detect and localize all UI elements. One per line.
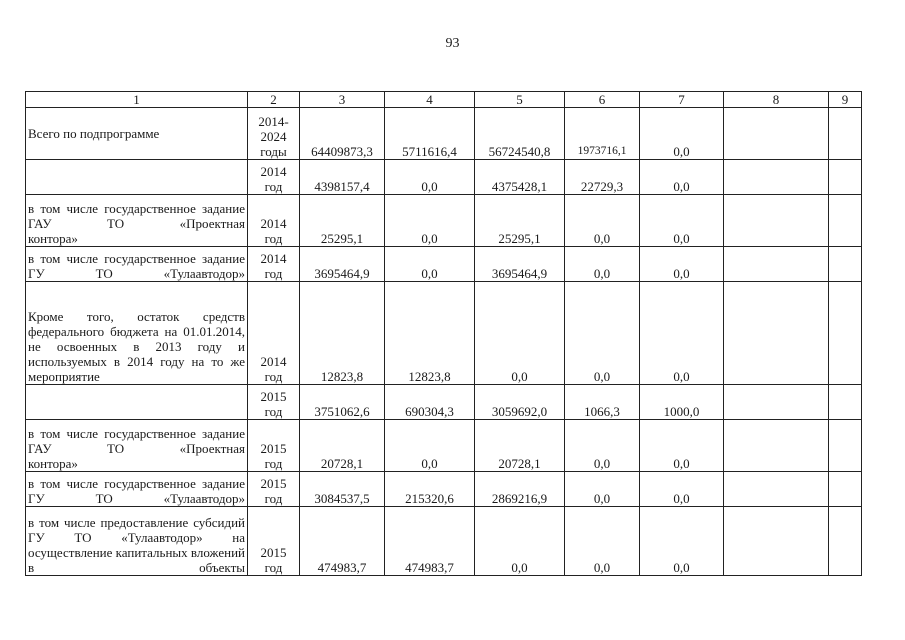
year-line: 2014 — [260, 216, 287, 231]
table-row — [26, 195, 862, 247]
cell-col3: 64409873,3 — [300, 108, 385, 160]
cell-col5: 0,0 — [475, 507, 565, 576]
cell-col9 — [829, 160, 862, 195]
cell-col7: 0,0 — [640, 420, 724, 472]
cell-col7: 0,0 — [640, 282, 724, 385]
table-row — [26, 507, 862, 576]
row-year — [248, 385, 300, 420]
row-year — [248, 472, 300, 507]
year-line: 2014- — [258, 114, 289, 129]
cell-col5: 0,0 — [475, 282, 565, 385]
cell-col6: 1973716,1 — [565, 108, 640, 160]
cell-col5: 4375428,1 — [475, 160, 565, 195]
description-text: в том числе предоставление субсидий ГУ ТО «Тулаавтодор» на осуществление капитальных вложений в объекты — [28, 515, 245, 575]
cell-col5: 3059692,0 — [475, 385, 565, 420]
year-line: год — [264, 266, 283, 281]
cell-col6: 1066,3 — [565, 385, 640, 420]
year-line: год — [264, 560, 283, 575]
cell-col3: 474983,7 — [300, 507, 385, 576]
table-row — [26, 282, 862, 385]
cell-col8 — [724, 195, 829, 247]
row-description — [26, 160, 248, 195]
description-last-line: контора» — [28, 456, 78, 471]
description-text: в том числе государственное задание ГУ ТО «Тулаавтодор» — [28, 476, 245, 506]
cell-col9 — [829, 282, 862, 385]
cell-col9 — [829, 472, 862, 507]
cell-col9 — [829, 385, 862, 420]
year-line: 2014 — [260, 251, 287, 266]
description-last-line: мероприятие — [28, 369, 100, 384]
row-year — [248, 108, 300, 160]
cell-col5: 56724540,8 — [475, 108, 565, 160]
row-description — [26, 420, 248, 472]
cell-col8 — [724, 282, 829, 385]
year-line: 2015 — [260, 389, 287, 404]
description-last-line: контора» — [28, 231, 78, 246]
year-line: год — [264, 369, 283, 384]
header-row — [26, 92, 862, 108]
table-row — [26, 420, 862, 472]
cell-col5: 25295,1 — [475, 195, 565, 247]
table-row — [26, 160, 862, 195]
cell-col4: 0,0 — [385, 195, 475, 247]
cell-col9 — [829, 195, 862, 247]
row-year — [248, 160, 300, 195]
cell-col8 — [724, 160, 829, 195]
col-header: 7 — [640, 92, 724, 108]
cell-col4: 0,0 — [385, 420, 475, 472]
col-header: 2 — [248, 92, 300, 108]
cell-col4: 0,0 — [385, 247, 475, 282]
cell-col9 — [829, 507, 862, 576]
cell-col7: 1000,0 — [640, 385, 724, 420]
cell-col7: 0,0 — [640, 195, 724, 247]
page-number: 93 — [445, 36, 460, 51]
row-description — [26, 282, 248, 385]
cell-col5: 3695464,9 — [475, 247, 565, 282]
cell-col9 — [829, 247, 862, 282]
col-header: 8 — [724, 92, 829, 108]
cell-col3: 4398157,4 — [300, 160, 385, 195]
row-description — [26, 385, 248, 420]
cell-col6: 0,0 — [565, 420, 640, 472]
cell-col9 — [829, 108, 862, 160]
table-row — [26, 385, 862, 420]
col-header: 6 — [565, 92, 640, 108]
cell-col7: 0,0 — [640, 160, 724, 195]
cell-col4: 474983,7 — [385, 507, 475, 576]
year-line: 2014 — [260, 164, 287, 179]
row-description — [26, 195, 248, 247]
cell-col4: 690304,3 — [385, 385, 475, 420]
row-description: Всего по подпрограмме — [26, 108, 248, 160]
cell-col5: 2869216,9 — [475, 472, 565, 507]
col-header: 5 — [475, 92, 565, 108]
table-row — [26, 247, 862, 282]
description-text: Кроме того, остаток средств федерального бюджета на 01.01.2014, не освоенных в 2013 году и используемых в 2014 году на то же — [28, 309, 245, 369]
row-description — [26, 507, 248, 576]
cell-col8 — [724, 108, 829, 160]
table-row — [26, 108, 862, 160]
cell-col6: 0,0 — [565, 507, 640, 576]
cell-col4: 5711616,4 — [385, 108, 475, 160]
cell-col6: 0,0 — [565, 282, 640, 385]
cell-col4: 0,0 — [385, 160, 475, 195]
year-line: 2014 — [260, 354, 287, 369]
cell-col5: 20728,1 — [475, 420, 565, 472]
cell-col6: 22729,3 — [565, 160, 640, 195]
row-year — [248, 420, 300, 472]
year-line: год — [264, 231, 283, 246]
year-line: 2015 — [260, 545, 287, 560]
cell-col4: 12823,8 — [385, 282, 475, 385]
cell-col6: 0,0 — [565, 247, 640, 282]
cell-col3: 20728,1 — [300, 420, 385, 472]
year-line: год — [264, 404, 283, 419]
year-line: 2015 — [260, 476, 287, 491]
description-text: в том числе государственное задание ГУ ТО «Тулаавтодор» — [28, 251, 245, 281]
year-line: год — [264, 456, 283, 471]
col-header: 1 — [26, 92, 248, 108]
row-description — [26, 247, 248, 282]
cell-col6: 0,0 — [565, 195, 640, 247]
row-year — [248, 507, 300, 576]
cell-col8 — [724, 420, 829, 472]
description-text: в том числе государственное задание ГАУ ТО «Проектная — [28, 426, 245, 456]
year-line: год — [264, 179, 283, 194]
cell-col3: 3751062,6 — [300, 385, 385, 420]
cell-col8 — [724, 472, 829, 507]
cell-col8 — [724, 247, 829, 282]
col-header: 9 — [829, 92, 862, 108]
cell-col7: 0,0 — [640, 507, 724, 576]
row-year — [248, 195, 300, 247]
cell-col3: 3084537,5 — [300, 472, 385, 507]
cell-col3: 25295,1 — [300, 195, 385, 247]
cell-col8 — [724, 507, 829, 576]
year-line: 2024 — [260, 129, 287, 144]
cell-col8 — [724, 385, 829, 420]
year-line: 2015 — [260, 441, 287, 456]
row-year — [248, 247, 300, 282]
budget-table — [25, 91, 862, 576]
cell-col4: 215320,6 — [385, 472, 475, 507]
cell-col9 — [829, 420, 862, 472]
year-line: годы — [260, 144, 287, 159]
year-line: год — [264, 491, 283, 506]
row-year — [248, 282, 300, 385]
cell-col3: 12823,8 — [300, 282, 385, 385]
cell-col6: 0,0 — [565, 472, 640, 507]
col-header: 4 — [385, 92, 475, 108]
cell-col3: 3695464,9 — [300, 247, 385, 282]
cell-col7: 0,0 — [640, 247, 724, 282]
description-text: в том числе государственное задание ГАУ ТО «Проектная — [28, 201, 245, 231]
col-header: 3 — [300, 92, 385, 108]
table-row — [26, 472, 862, 507]
cell-col7: 0,0 — [640, 472, 724, 507]
cell-col7: 0,0 — [640, 108, 724, 160]
row-description — [26, 472, 248, 507]
